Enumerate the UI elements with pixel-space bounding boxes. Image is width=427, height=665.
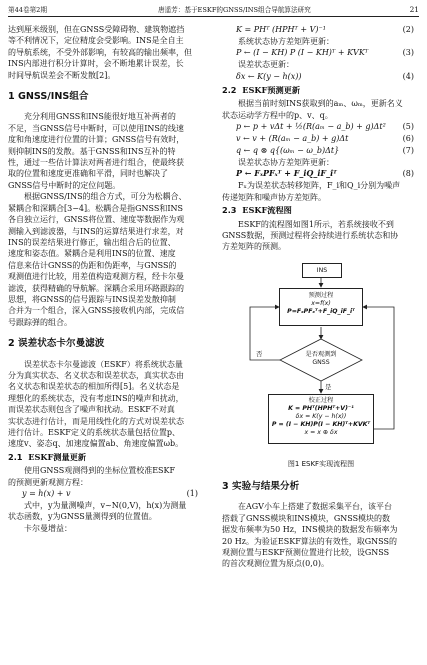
equation-2 [222, 24, 420, 36]
correction-title: 校正过程 [308, 396, 334, 404]
subsection-number: 2.1 [8, 451, 23, 462]
correction-formula-4: x = x ⊕ δx [304, 428, 338, 436]
equation-formula: P ← (I − KH) P (I − KH)ᵀ + KVKᵀ [236, 48, 369, 58]
subsection-heading-2-1 [8, 452, 204, 463]
text-line: 系统状态协方差矩阵更新： [238, 37, 334, 46]
equation-number: (2) [402, 25, 414, 34]
text-line: 号跟踪弹的组合。 [8, 317, 72, 327]
subsection-number: 2.3 [222, 205, 237, 216]
text-line: 信息来估计GNSS的伪距和伪距率，与GNSS的 [8, 260, 177, 270]
left-column [8, 24, 204, 534]
text-line: 误差状态更新： [238, 60, 294, 70]
paragraph [8, 111, 204, 122]
arrow-no-loop [250, 307, 280, 360]
text-line: 名义状态和误差状态的相加所得[5]。名义状态是 [8, 382, 180, 392]
text-line: 取的位置和速度更准确和平滑，同时也解决了 [8, 169, 168, 179]
paragraph [8, 523, 204, 534]
intro-paragraph [8, 24, 204, 81]
equation-number: (5) [402, 122, 414, 132]
text-line: 度和角速度进行位置的计算；GNSS信号有效时， [8, 135, 185, 145]
equation-1 [8, 488, 204, 500]
page-number: 21 [409, 5, 419, 14]
equation-number: (7) [402, 146, 414, 156]
equation-formula: p ← p + vΔt + ½(R(aₘ − a_b) + g)Δt² [236, 122, 386, 132]
text-line: 测输入到滤波器，与INS的运算结果进行求差，对 [8, 226, 184, 236]
correction-formula-2: δx = K(y − h(x)) [295, 412, 347, 420]
text-line: INS的误差结果进行修正，输出组合后的位置、 [8, 237, 176, 247]
ins-box [302, 263, 342, 278]
text-line: 根据GNSS/INS的组合方式，可分为松耦合、 [24, 192, 187, 202]
section-heading-1: 1 GNSS/INS组合 [8, 91, 89, 103]
text-line: 时间导航误差会不断发散[2]。 [8, 70, 116, 80]
correction-formula-1: K = PHᵀ(HPHᵀ+V)⁻¹ [288, 404, 354, 412]
equation-formula: K = PHᵀ (HPHᵀ + V)⁻¹ [236, 25, 326, 34]
text-line: 的预测更新观测方程： [8, 477, 88, 487]
yes-label: 是 [325, 382, 332, 391]
right-column [222, 24, 420, 570]
paragraph [8, 500, 204, 511]
paragraph [222, 219, 420, 230]
section-heading-2: 2 误差状态卡尔曼滤波 [8, 338, 105, 350]
text-line: 速度和姿态值。紧耦合是利用INS的位置、速度 [8, 249, 176, 259]
decision-text-2: GNSS [312, 358, 330, 366]
decision-label [288, 351, 354, 369]
paragraph [222, 98, 420, 109]
text-line: 各自独立运行，GNSS将位置、速度等数据作为观 [8, 215, 185, 225]
equation-formula: δx ← K(y − h(x)) [236, 71, 302, 81]
equation-formula: q ← q ⊗ q{(ωₘ − ω_b)Δt} [236, 146, 340, 156]
text-line: 则抑制INS的发散。基于GNSS和INS互补的特 [8, 146, 176, 156]
text-line: 观测位置与ESKF预测位置进行比较，设GNSS [222, 547, 390, 557]
text-line: 性，通过一些估计算法对两者进行组合，使最终获 [8, 158, 184, 168]
paragraph-cont [8, 370, 204, 450]
subsection-heading-2-2 [222, 85, 420, 96]
text-line: 卡尔曼增益： [24, 523, 72, 533]
correction-box [268, 394, 374, 444]
text-line: 误差状态协方差矩阵更新： [238, 158, 334, 168]
paragraph-cont [8, 203, 204, 328]
subsection-title: ESKF预测更新 [242, 84, 301, 95]
text-line: 分为真实状态、名义状态和误差状态，真实状态由 [8, 370, 184, 380]
paragraph-cont [222, 230, 420, 253]
text-line: 不足，当GNSS信号中断时，可以使用INS的线速 [8, 123, 184, 133]
equation-7 [222, 145, 420, 157]
text-line: 的首次观测位置为原点(0,0)。 [222, 559, 329, 569]
text-line: Fₓ为误差状态转移矩阵，F_i和Q_i分别为噪声 [238, 181, 401, 191]
equation-4 [222, 71, 420, 83]
subsection-heading-2-3 [222, 205, 420, 216]
paragraph [8, 465, 204, 476]
correction-formula-3: P = (I − KH)P(I − KH)ᵀ+KVKᵀ [271, 420, 371, 428]
figure-caption: 图1 ESKF实现流程图 [287, 459, 355, 468]
subsection-title: ESKF流程图 [242, 205, 292, 216]
equation-6 [222, 133, 420, 145]
subsection-number: 2.2 [222, 84, 237, 95]
text-line: 理想化的系统状态，没有考虑INS的噪声和扰动， [8, 393, 184, 403]
text-line: 思想，将GNSS的信号跟踪与INS误差发散抑制 [8, 294, 176, 304]
equation-number: (4) [402, 71, 414, 81]
text-line: 观测值进行比较，用差值构造观测方程，经卡尔曼 [8, 272, 184, 282]
no-label: 否 [256, 349, 263, 358]
equation-formula: y = h(x) + v [22, 489, 71, 499]
equation-number: (8) [402, 169, 414, 179]
text-line: 充分利用GNSS和INS能很好地互补两者的 [24, 112, 176, 122]
prediction-title: 预测过程 [308, 291, 334, 299]
paragraph-cont [222, 192, 420, 203]
equation-3 [222, 47, 420, 59]
text-line: 滤波，获得精确的导航解。深耦合采用环路跟踪的 [8, 283, 184, 293]
text-line: INS内部进行积分计算时，会不断地累计误差，长 [8, 59, 184, 69]
paragraph-cont [8, 477, 204, 488]
text-line: 合并为一个组合，深入GNSS接收机内部，完成信 [8, 306, 185, 316]
text-line: 据发布频率为50 Hz，INS模块的数据发布频率为 [222, 525, 398, 535]
paragraph [222, 501, 420, 512]
text-line: 传递矩阵和噪声协方差矩阵。 [222, 192, 326, 202]
text-line: 速度v、姿态q、加速度偏置ab、角速度偏置ωb。 [8, 439, 184, 449]
paragraph-cont [222, 513, 420, 570]
prediction-formula-2: P=FₓPFₓᵀ+F_iQ_iF_iᵀ [287, 307, 355, 315]
text-line: 状态函数，y为GNSS量测得到的位置值。 [8, 512, 157, 522]
running-title: 唐遥芳：基于ESKF的GNSS/INS组合导航算法研究 [158, 6, 311, 14]
equation-number: (3) [402, 48, 414, 58]
text-line: GNSS数据，预测过程将会持续进行系统状态和协 [222, 231, 399, 241]
text-line: 的导航系统，不受外部影响，有较高的输出频率，但 [8, 47, 192, 57]
text-line: 根据当前时刻INS获取到的aₘ、ωₘ，更新名义 [238, 99, 403, 109]
eskf-flowchart [222, 257, 420, 475]
decision-text-1: 是否观测到 [305, 350, 337, 358]
equation-formula: v ← v + (R(aₘ − a_b) + g)Δt [236, 134, 349, 144]
text-line: 式中，y为量测噪声，v~N(0,V)，h(x)为测量 [24, 501, 187, 511]
text-line: 状态运动学方程中的p、v、q。 [222, 110, 333, 120]
text-line: 达到厘米级别，但在GNSS受障碍物、建筑物遮挡 [8, 25, 185, 34]
equation-8 [222, 168, 420, 180]
text-line: 20 Hz。为验证ESKF算法的有效性，取GNSS的 [222, 536, 397, 546]
subsection-title: ESKF测量更新 [28, 451, 87, 462]
equation-number: (1) [186, 489, 198, 499]
text-line: 在AGV小车上搭建了数据采集平台，该平台 [238, 502, 392, 512]
paragraph-cont [222, 110, 420, 121]
prediction-formula-1: x=f(x) [311, 299, 331, 307]
text-line: GNSS信号中断时的定位问题。 [8, 180, 121, 190]
text-line: 误差状态卡尔曼滤波（ESKF）将系统状态量 [24, 359, 183, 369]
text-line: 实状态进行估计，而是用线性化的方式对误差状态 [8, 416, 184, 426]
paragraph [8, 191, 204, 202]
text-line: 紧耦合和深耦合[3−4]。松耦合是指GNSS和INS [8, 203, 183, 213]
section-heading-3: 3 实验与结果分析 [222, 480, 300, 492]
equation-formula: P ← FₓPFₓᵀ + F_iQ_iF_iᵀ [236, 168, 337, 179]
ins-label: INS [316, 266, 328, 274]
text-line: 进行估计。ESKF定义的系统状态量包括位置p、 [8, 428, 180, 437]
equation-5 [222, 121, 420, 133]
paragraph [8, 359, 204, 370]
equation-number: (6) [402, 134, 414, 144]
page-header [8, 4, 419, 17]
paragraph-cont [8, 123, 204, 191]
paragraph-cont [8, 511, 204, 522]
text-line: 搭载了GNSS模块和INS模块，GNSS模块的数 [222, 513, 391, 523]
text-line: ESKF的流程图如图1所示，若系统接收不到 [238, 219, 394, 229]
text-line: 方差矩阵的预测。 [222, 242, 286, 252]
paragraph [222, 180, 420, 191]
text-line: 使用GNSS观测得到的坐标位置校准ESKF [24, 466, 176, 476]
text-line: 等不利情况下，定位精度会受影响。INS是全自主 [8, 36, 184, 46]
journal-volume: 第44卷第2期 [8, 6, 47, 14]
text-line: 而误差状态则包含了噪声和扰动。ESKF不对真 [8, 405, 175, 415]
prediction-box [279, 288, 363, 326]
